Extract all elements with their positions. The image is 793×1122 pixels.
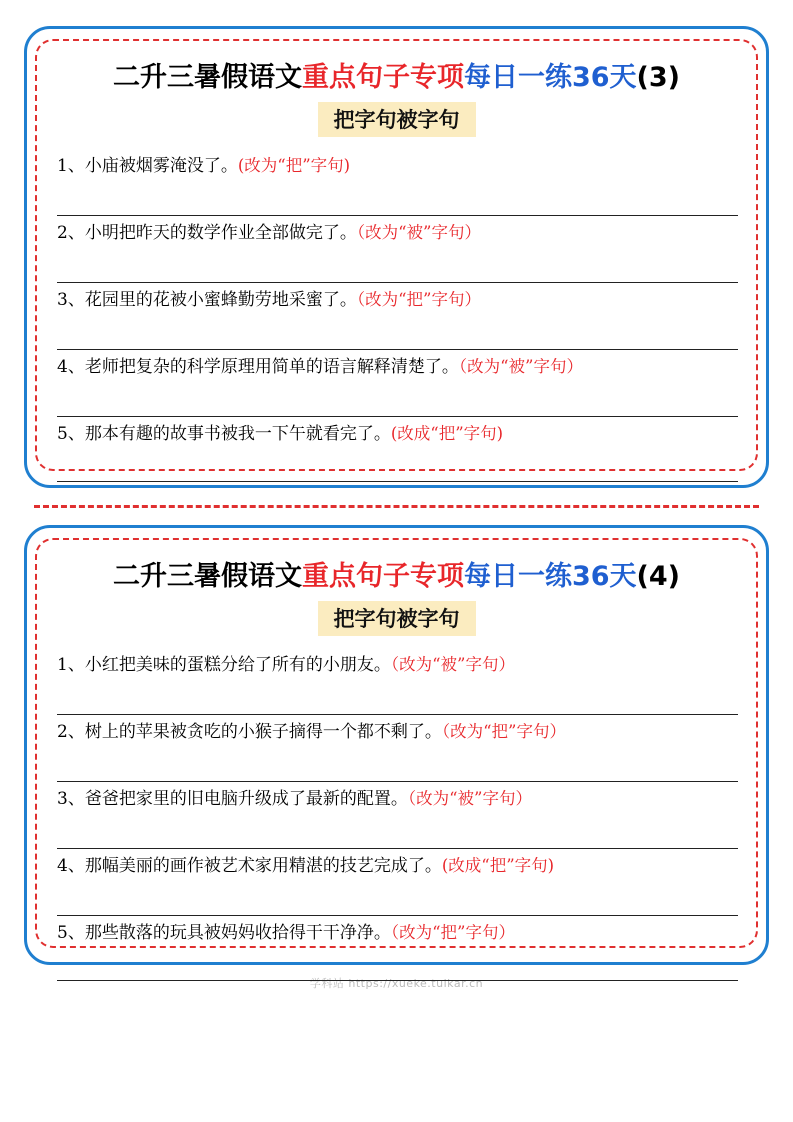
answer-line[interactable] xyxy=(57,447,738,482)
question-hint: （改为“被”字句） xyxy=(390,655,515,674)
question-sentence: 4、那幅美丽的画作被艺术家用精湛的技艺完成了。 xyxy=(57,856,442,876)
worksheet-card-1 xyxy=(24,26,769,488)
question-sentence: 2、树上的苹果被贪吃的小猴子摘得一个都不剩了。 xyxy=(57,722,442,742)
title-part-topic-1: 重点句子专项 xyxy=(301,62,464,93)
question-hint: (改成“把”字句) xyxy=(441,856,555,875)
subtitle-wrap-1 xyxy=(53,102,740,137)
subtitle-banner-1: 把字句被字句 xyxy=(318,102,476,137)
question-item xyxy=(53,283,740,350)
answer-line[interactable] xyxy=(57,812,738,849)
worksheet-card-2 xyxy=(24,525,769,965)
question-item xyxy=(53,417,740,482)
answer-line[interactable] xyxy=(57,879,738,916)
subtitle-banner-2: 把字句被字句 xyxy=(318,601,476,636)
question-text-line xyxy=(57,652,738,678)
answer-line[interactable] xyxy=(57,745,738,782)
question-sentence: 1、小红把美味的蛋糕分给了所有的小朋友。 xyxy=(57,655,391,675)
answer-line[interactable] xyxy=(57,179,738,216)
title-part-number-2: (4) xyxy=(636,561,681,592)
question-sentence: 3、爸爸把家里的旧电脑升级成了最新的配置。 xyxy=(57,789,408,809)
answer-line[interactable] xyxy=(57,678,738,715)
answer-line[interactable] xyxy=(57,380,738,417)
question-text-line xyxy=(57,853,738,879)
title-part-subject-1: 二升三暑假语文 xyxy=(112,62,302,93)
question-sentence: 1、小庙被烟雾淹没了。 xyxy=(57,156,238,176)
title-part-series-2: 每日一练36天 xyxy=(463,561,637,592)
page-title-2 xyxy=(53,554,740,593)
question-item xyxy=(53,782,740,849)
subtitle-wrap-2 xyxy=(53,601,740,636)
question-sentence: 3、花园里的花被小蜜蜂勤劳地采蜜了。 xyxy=(57,290,357,310)
sheet-divider xyxy=(34,505,759,508)
question-sentence: 4、老师把复杂的科学原理用简单的语言解释清楚了。 xyxy=(57,357,459,377)
title-part-subject-2: 二升三暑假语文 xyxy=(112,561,302,592)
question-hint: (改成“把”字句) xyxy=(390,424,504,443)
title-part-series-1: 每日一练36天 xyxy=(463,62,637,93)
page-title-1 xyxy=(53,55,740,94)
question-item xyxy=(53,715,740,782)
question-text-line xyxy=(57,786,738,812)
question-text-line xyxy=(57,354,738,380)
question-list-2 xyxy=(53,648,740,981)
question-item xyxy=(53,648,740,715)
question-text-line xyxy=(57,421,738,447)
question-text-line xyxy=(57,153,738,179)
title-part-number-1: (3) xyxy=(636,62,681,93)
answer-line[interactable] xyxy=(57,313,738,350)
question-sentence: 2、小明把昨天的数学作业全部做完了。 xyxy=(57,223,357,243)
title-part-topic-2: 重点句子专项 xyxy=(301,561,464,592)
question-item xyxy=(53,216,740,283)
question-hint: （改为“被”字句） xyxy=(356,223,481,242)
question-hint: （改为“把”字句） xyxy=(390,923,515,942)
question-sentence: 5、那些散落的玩具被妈妈收拾得干干净净。 xyxy=(57,923,391,943)
footer-watermark: 学科站 https://xueke.tuikar.cn xyxy=(309,977,484,990)
question-hint: （改为“被”字句） xyxy=(407,789,532,808)
question-hint: （改为“把”字句） xyxy=(356,290,481,309)
question-sentence: 5、那本有趣的故事书被我一下午就看完了。 xyxy=(57,424,391,444)
question-hint: （改为“把”字句） xyxy=(441,722,566,741)
question-item xyxy=(53,916,740,981)
question-text-line xyxy=(57,719,738,745)
question-hint: (改为“把”字句) xyxy=(237,156,351,175)
question-item xyxy=(53,849,740,916)
answer-line[interactable] xyxy=(57,246,738,283)
question-hint: （改为“被”字句） xyxy=(458,357,583,376)
worksheet-card-1-inner xyxy=(35,39,758,471)
question-list-1 xyxy=(53,149,740,482)
worksheet-card-2-inner xyxy=(35,538,758,948)
answer-line[interactable] xyxy=(57,946,738,981)
question-item xyxy=(53,149,740,216)
question-text-line xyxy=(57,920,738,946)
question-text-line xyxy=(57,287,738,313)
question-item xyxy=(53,350,740,417)
question-text-line xyxy=(57,220,738,246)
